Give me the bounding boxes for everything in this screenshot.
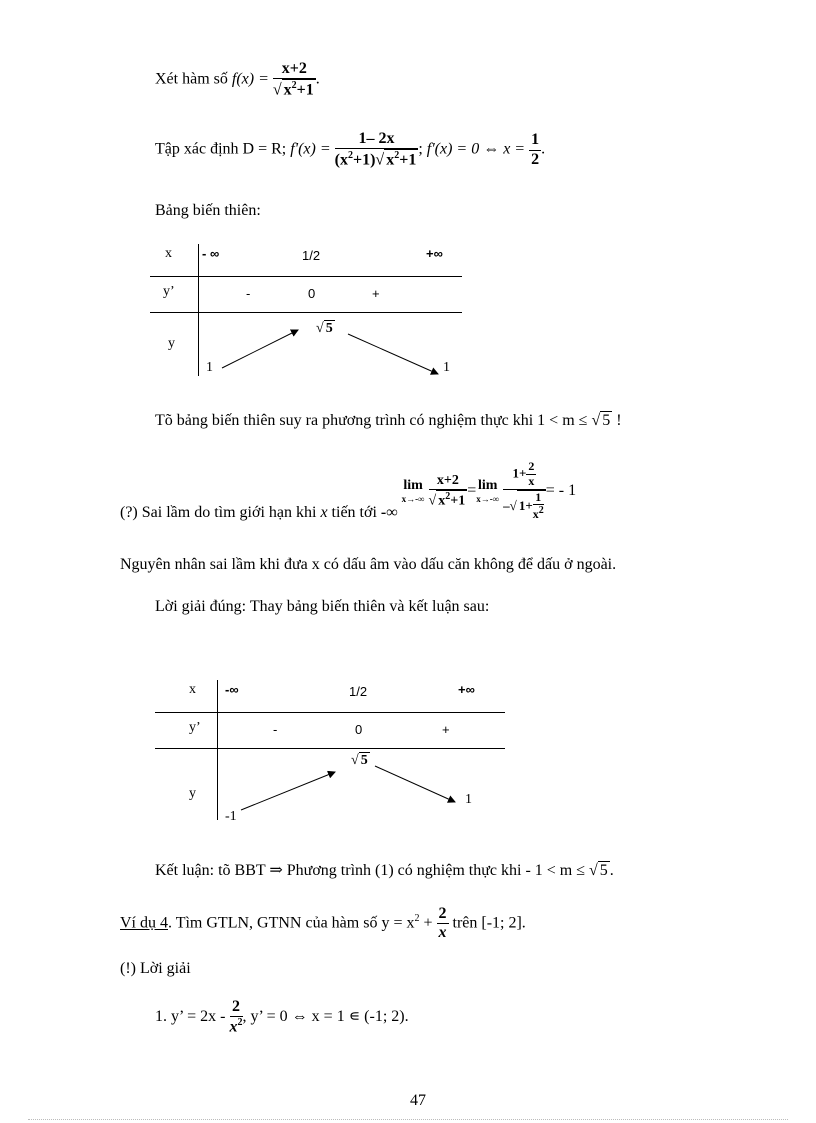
- pos-inf: +∞: [426, 246, 443, 261]
- step-1: 1. y’ = 2x - $\frac{2}{x^2}$ , y’ = 0 ⇔ x = 1 ∊ (-1; 2).: [155, 998, 409, 1036]
- left-value: 1: [206, 360, 213, 375]
- mistake-line: (?) Sai lầm do tìm giới hạn khi x tiến tới -∞ lim x→-∞ $\frac{x+2}{√ x^2+1}$ = lim x→-∞ 1+ $\frac{2}{x}$ –√ 1+ $\frac{1}{x^2}$ = - 1: [120, 459, 577, 522]
- neg-inf: - ∞: [202, 246, 220, 261]
- neg-inf: -∞: [225, 682, 239, 697]
- example-title: Ví dụ 4: [120, 914, 168, 932]
- function-fraction: $\frac{x+2}{√ x^2+1}$: [272, 60, 314, 99]
- minus-sign: -: [273, 722, 278, 737]
- y-label: y: [168, 336, 175, 351]
- pos-inf: +∞: [458, 682, 475, 697]
- arrows: [155, 676, 515, 826]
- variation-table-2: [155, 676, 515, 826]
- arrows: [150, 238, 470, 383]
- yprime-label: y’: [189, 720, 201, 735]
- right-value: 1: [465, 792, 472, 807]
- correct-solution-label: Lời giải đúng: Thay bảng biến thiên và kết luận sau:: [155, 598, 490, 615]
- x-label: x: [189, 682, 196, 697]
- top-value: √ 5: [316, 321, 333, 336]
- x-label: x: [165, 246, 172, 261]
- conclusion-2: Kết luận: tõ BBT ⇒ Phương trình (1) có nghiệm thực khi - 1 < m ≤ √ 5 .: [155, 862, 614, 879]
- page-number: 47: [410, 1092, 426, 1109]
- zero: 0: [308, 286, 316, 301]
- variation-table-1: [150, 238, 470, 383]
- conclusion-1: Tõ bảng biến thiên suy ra phương trình có nghiệm thực khi 1 < m ≤ √ 5 !: [155, 412, 622, 429]
- left-value: -1: [225, 809, 237, 824]
- yprime-label: y’: [163, 284, 175, 299]
- solution-label: (!) Lời giải: [120, 960, 191, 977]
- plus-sign: +: [442, 722, 450, 737]
- right-value: 1: [443, 360, 450, 375]
- variation-table-label: Bảng biến thiên:: [155, 202, 261, 219]
- footer-divider: [28, 1119, 788, 1120]
- zero: 0: [355, 722, 363, 737]
- domain-derivative: Tập xác định D = R; f'(x) = $\frac{1- 2x}{(x^2+1)√ x^2+1}$ ; f'(x) = 0 ⇔ x = $\frac{1}{2}$ .: [155, 130, 546, 169]
- top-value: √ 5: [351, 753, 368, 768]
- cause-text: Nguyên nhân sai lầm khi đưa x có dấu âm vào dấu căn không để dấu ở ngoài.: [120, 556, 617, 573]
- derivative-fraction: $\frac{1- 2x}{(x^2+1)√ x^2+1}$: [334, 130, 417, 169]
- minus-sign: -: [246, 286, 251, 301]
- example-4: Ví dụ 4. Tìm GTLN, GTNN của hàm số $y = x^2$ + $\frac{2}{x}$ trên [-1; 2].: [120, 905, 526, 942]
- half: 1/2: [302, 248, 321, 263]
- half: 1/2: [349, 684, 368, 699]
- plus-sign: +: [372, 286, 380, 301]
- function-definition: Xét hàm số f(x) = $\frac{x+2}{√ x^2+1}$ .: [155, 60, 320, 99]
- y-label: y: [189, 786, 196, 801]
